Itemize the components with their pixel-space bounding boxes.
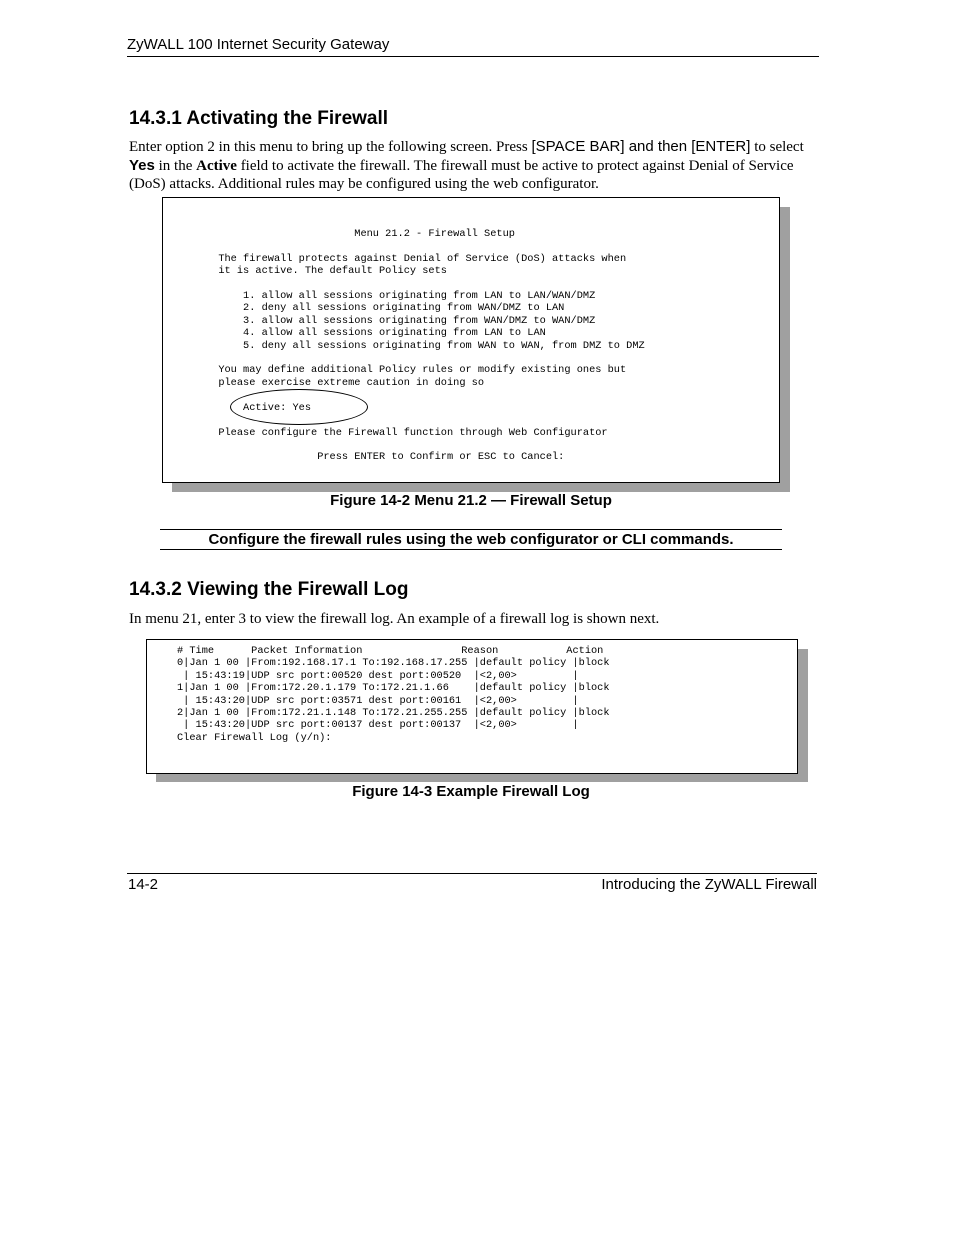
running-header	[127, 36, 819, 57]
menu-line: Menu 21.2 - Firewall Setup	[354, 228, 515, 240]
para-text-2: to select	[750, 139, 804, 155]
active-field-name: Active	[196, 157, 237, 174]
figure1-menu-text	[138, 228, 645, 464]
menu-line: 5. deny all sessions originating from WAN to WAN, from DMZ to DMZ	[243, 339, 645, 352]
figure1-caption: Figure 14-2 Menu 21.2 — Firewall Setup	[330, 492, 612, 509]
para-text-1: Enter option 2 in this menu to bring up the following screen. Press	[129, 139, 532, 155]
menu-line: please exercise extreme caution in doing so	[218, 376, 485, 389]
header-title: ZyWALL 100 Internet Security Gateway	[127, 36, 390, 53]
para-text-3: in the	[154, 157, 197, 174]
menu-line: You may define additional Policy rules or modify existing ones but	[218, 364, 627, 377]
menu-line: Active: Yes	[243, 401, 312, 414]
section-heading-activating: 14.3.1 Activating the Firewall	[129, 108, 389, 129]
log-line: # Time Packet Information Reason Action	[177, 645, 604, 657]
para-text-4: field to activate the firewall. The firewall must be active to protect against Denial of Service (DoS) attacks. Additional rules may be configured using the web configurator.	[129, 157, 794, 192]
menu-line: 3. allow all sessions originating from WAN/DMZ to WAN/DMZ	[243, 314, 596, 327]
log-line: | 15:43:20|UDP src port:03571 dest port:00161 |<2,00> |	[183, 694, 579, 707]
active-field-highlight-oval	[230, 389, 368, 425]
log-line: Clear Firewall Log (y/n):	[177, 731, 332, 744]
section1-paragraph	[129, 138, 817, 194]
log-line: 2|Jan 1 00 |From:172.21.1.148 To:172.21.255.255 |default policy |block	[177, 707, 610, 720]
menu-line: 4. allow all sessions originating from LAN to LAN	[243, 327, 546, 340]
note-box: Configure the firewall rules using the web configurator or CLI commands.	[160, 529, 782, 550]
figure2-caption: Figure 14-3 Example Firewall Log	[352, 783, 590, 800]
menu-line: Please configure the Firewall function through Web Configurator	[218, 426, 608, 439]
menu-line: The firewall protects against Denial of Service (DoS) attacks when	[218, 252, 627, 265]
menu-line: 2. deny all sessions originating from WAN/DMZ to LAN	[243, 302, 565, 315]
section-heading-viewing-log: 14.3.2 Viewing the Firewall Log	[129, 579, 409, 600]
key-instruction: [SPACE BAR] and then [ENTER]	[531, 138, 751, 155]
log-line: 1|Jan 1 00 |From:172.20.1.179 To:172.21.1.66 |default policy |block	[177, 682, 610, 695]
page-footer	[127, 873, 817, 893]
menu-line: it is active. The default Policy sets	[218, 265, 447, 278]
chapter-title: Introducing the ZyWALL Firewall	[601, 876, 817, 893]
log-line: | 15:43:20|UDP src port:00137 dest port:00137 |<2,00> |	[183, 719, 579, 732]
menu-line: Press ENTER to Confirm or ESC to Cancel:	[317, 451, 565, 464]
log-line: | 15:43:19|UDP src port:00520 dest port:00520 |<2,00> |	[183, 669, 579, 682]
log-line: 0|Jan 1 00 |From:192.168.17.1 To:192.168.17.255 |default policy |block	[177, 657, 610, 670]
section2-paragraph: In menu 21, enter 3 to view the firewall log. An example of a firewall log is shown next.	[129, 611, 660, 627]
yes-value: Yes	[129, 156, 155, 174]
menu-line: 1. allow all sessions originating from LAN to LAN/WAN/DMZ	[243, 290, 596, 303]
firewall-log-text	[177, 645, 610, 744]
page-number: 14-2	[128, 876, 159, 893]
